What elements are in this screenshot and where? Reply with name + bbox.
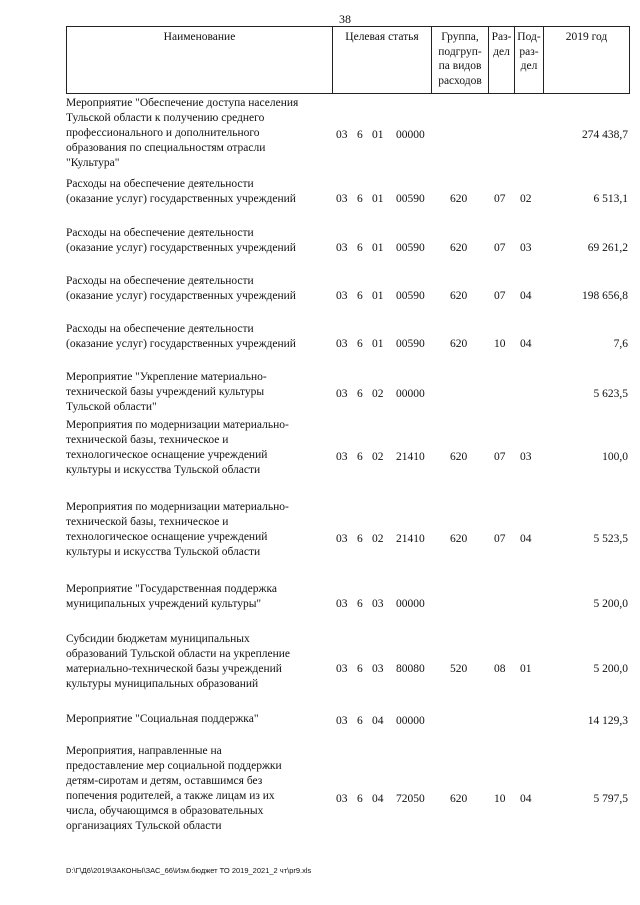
amount-2019: 5 797,5 xyxy=(593,793,628,805)
target-code-part3: 02 xyxy=(372,388,384,400)
amount-2019: 7,6 xyxy=(613,338,628,350)
subsection-code: 03 xyxy=(520,451,532,463)
target-code-part4: 21410 xyxy=(396,451,425,463)
header-year: 2019 год xyxy=(543,26,630,94)
target-code-part4: 00000 xyxy=(396,715,425,727)
target-code-part1: 03 xyxy=(336,663,348,675)
target-code-part2: 6 xyxy=(357,129,363,141)
row-name: Расходы на обеспечение деятельности (оказание услуг) государственных учреждений xyxy=(66,227,296,254)
amount-2019: 6 513,1 xyxy=(593,193,628,205)
target-code-part4: 00000 xyxy=(396,129,425,141)
header-target: Целевая статья xyxy=(332,26,431,94)
target-code-part1: 03 xyxy=(336,715,348,727)
target-code-part1: 03 xyxy=(336,338,348,350)
target-code-part2: 6 xyxy=(357,338,363,350)
target-code-part3: 03 xyxy=(372,663,384,675)
target-code-part4: 80080 xyxy=(396,663,425,675)
row-name: Субсидии бюджетам муниципальных образований Тульской области на укрепление материально-технической базы учреждений культуры муниципальных образований xyxy=(66,633,291,690)
section-code: 10 xyxy=(494,338,506,350)
section-code: 10 xyxy=(494,793,506,805)
amount-2019: 5 200,0 xyxy=(593,663,628,675)
target-code-part2: 6 xyxy=(357,793,363,805)
group-code: 620 xyxy=(450,290,468,302)
row-name: Мероприятия по модернизации материально- технической базы, техническое и технологическое оснащение учреждений культуры и искусства Тульской области xyxy=(66,419,289,476)
file-path-footer: D:\Г\Д6\2019\ЗАКОНЫ\ЗАС_66\Изм.бюджет ТО 2019_2021_2 чт\pr9.xls xyxy=(66,866,312,875)
row-name: Расходы на обеспечение деятельности (оказание услуг) государственных учреждений xyxy=(66,275,296,302)
section-code: 07 xyxy=(494,242,506,254)
target-code-part3: 03 xyxy=(372,598,384,610)
amount-2019: 69 261,2 xyxy=(587,242,628,254)
target-code-part1: 03 xyxy=(336,290,348,302)
target-code-part4: 21410 xyxy=(396,533,425,545)
target-code-part4: 72050 xyxy=(396,793,425,805)
target-code-part2: 6 xyxy=(357,598,363,610)
target-code-part1: 03 xyxy=(336,533,348,545)
target-code-part1: 03 xyxy=(336,129,348,141)
target-code-part3: 02 xyxy=(372,451,384,463)
target-code-part2: 6 xyxy=(357,388,363,400)
target-code-part2: 6 xyxy=(357,193,363,205)
row-name: Мероприятие "Укрепление материально- технической базы учреждений культуры Тульской области" xyxy=(66,371,267,413)
section-code: 08 xyxy=(494,663,506,675)
target-code-part1: 03 xyxy=(336,451,348,463)
group-code: 620 xyxy=(450,193,468,205)
group-code: 620 xyxy=(450,451,468,463)
target-code-part4: 00590 xyxy=(396,242,425,254)
target-code-part2: 6 xyxy=(357,242,363,254)
section-code: 07 xyxy=(494,193,506,205)
group-code: 620 xyxy=(450,793,468,805)
row-name: Мероприятия по модернизации материально- технической базы, техническое и технологическое оснащение учреждений культуры и искусства Тульской области xyxy=(66,501,289,558)
target-code-part1: 03 xyxy=(336,388,348,400)
group-code: 520 xyxy=(450,663,468,675)
target-code-part2: 6 xyxy=(357,451,363,463)
row-name: Мероприятие "Обеспечение доступа населения Тульской области к получению среднего профессионального и дополнительного образования по специальностям отрасли "Культура" xyxy=(66,97,299,169)
subsection-code: 04 xyxy=(520,290,532,302)
target-code-part1: 03 xyxy=(336,242,348,254)
target-code-part2: 6 xyxy=(357,663,363,675)
target-code-part1: 03 xyxy=(336,598,348,610)
target-code-part3: 04 xyxy=(372,715,384,727)
subsection-code: 04 xyxy=(520,793,532,805)
target-code-part3: 04 xyxy=(372,793,384,805)
group-code: 620 xyxy=(450,533,468,545)
row-name: Мероприятия, направленные на предоставление мер социальной поддержки детям-сиротам и детям, оставшимся без попечения родителей, а также лицам из их числа, обучающимся в образовательных организациях Тульской области xyxy=(66,745,282,832)
header-subsection: Под- раз- дел xyxy=(514,26,543,94)
amount-2019: 5 200,0 xyxy=(593,598,628,610)
row-name: Расходы на обеспечение деятельности (оказание услуг) государственных учреждений xyxy=(66,323,296,350)
amount-2019: 100,0 xyxy=(602,451,628,463)
target-code-part3: 01 xyxy=(372,338,384,350)
section-code: 07 xyxy=(494,451,506,463)
target-code-part3: 01 xyxy=(372,193,384,205)
section-code: 07 xyxy=(494,290,506,302)
subsection-code: 03 xyxy=(520,242,532,254)
row-name: Расходы на обеспечение деятельности (оказание услуг) государственных учреждений xyxy=(66,178,296,205)
target-code-part2: 6 xyxy=(357,533,363,545)
target-code-part4: 00000 xyxy=(396,388,425,400)
target-code-part3: 01 xyxy=(372,242,384,254)
subsection-code: 04 xyxy=(520,338,532,350)
target-code-part4: 00000 xyxy=(396,598,425,610)
amount-2019: 198 656,8 xyxy=(582,290,628,302)
group-code: 620 xyxy=(450,242,468,254)
target-code-part4: 00590 xyxy=(396,290,425,302)
subsection-code: 01 xyxy=(520,663,532,675)
group-code: 620 xyxy=(450,338,468,350)
target-code-part1: 03 xyxy=(336,793,348,805)
target-code-part2: 6 xyxy=(357,290,363,302)
target-code-part3: 02 xyxy=(372,533,384,545)
target-code-part3: 01 xyxy=(372,129,384,141)
target-code-part3: 01 xyxy=(372,290,384,302)
subsection-code: 04 xyxy=(520,533,532,545)
header-section: Раз- дел xyxy=(488,26,514,94)
target-code-part4: 00590 xyxy=(396,193,425,205)
table-header xyxy=(66,26,630,94)
page-number: 38 xyxy=(339,12,351,26)
header-group: Группа, подгруп- па видов расходов xyxy=(431,26,488,94)
subsection-code: 02 xyxy=(520,193,532,205)
target-code-part1: 03 xyxy=(336,193,348,205)
target-code-part2: 6 xyxy=(357,715,363,727)
section-code: 07 xyxy=(494,533,506,545)
amount-2019: 5 623,5 xyxy=(593,388,628,400)
amount-2019: 274 438,7 xyxy=(582,129,628,141)
amount-2019: 5 523,5 xyxy=(593,533,628,545)
row-name: Мероприятие "Социальная поддержка" xyxy=(66,713,259,725)
header-name: Наименование xyxy=(66,26,332,94)
row-name: Мероприятие "Государственная поддержка муниципальных учреждений культуры" xyxy=(66,583,278,610)
amount-2019: 14 129,3 xyxy=(587,715,628,727)
target-code-part4: 00590 xyxy=(396,338,425,350)
